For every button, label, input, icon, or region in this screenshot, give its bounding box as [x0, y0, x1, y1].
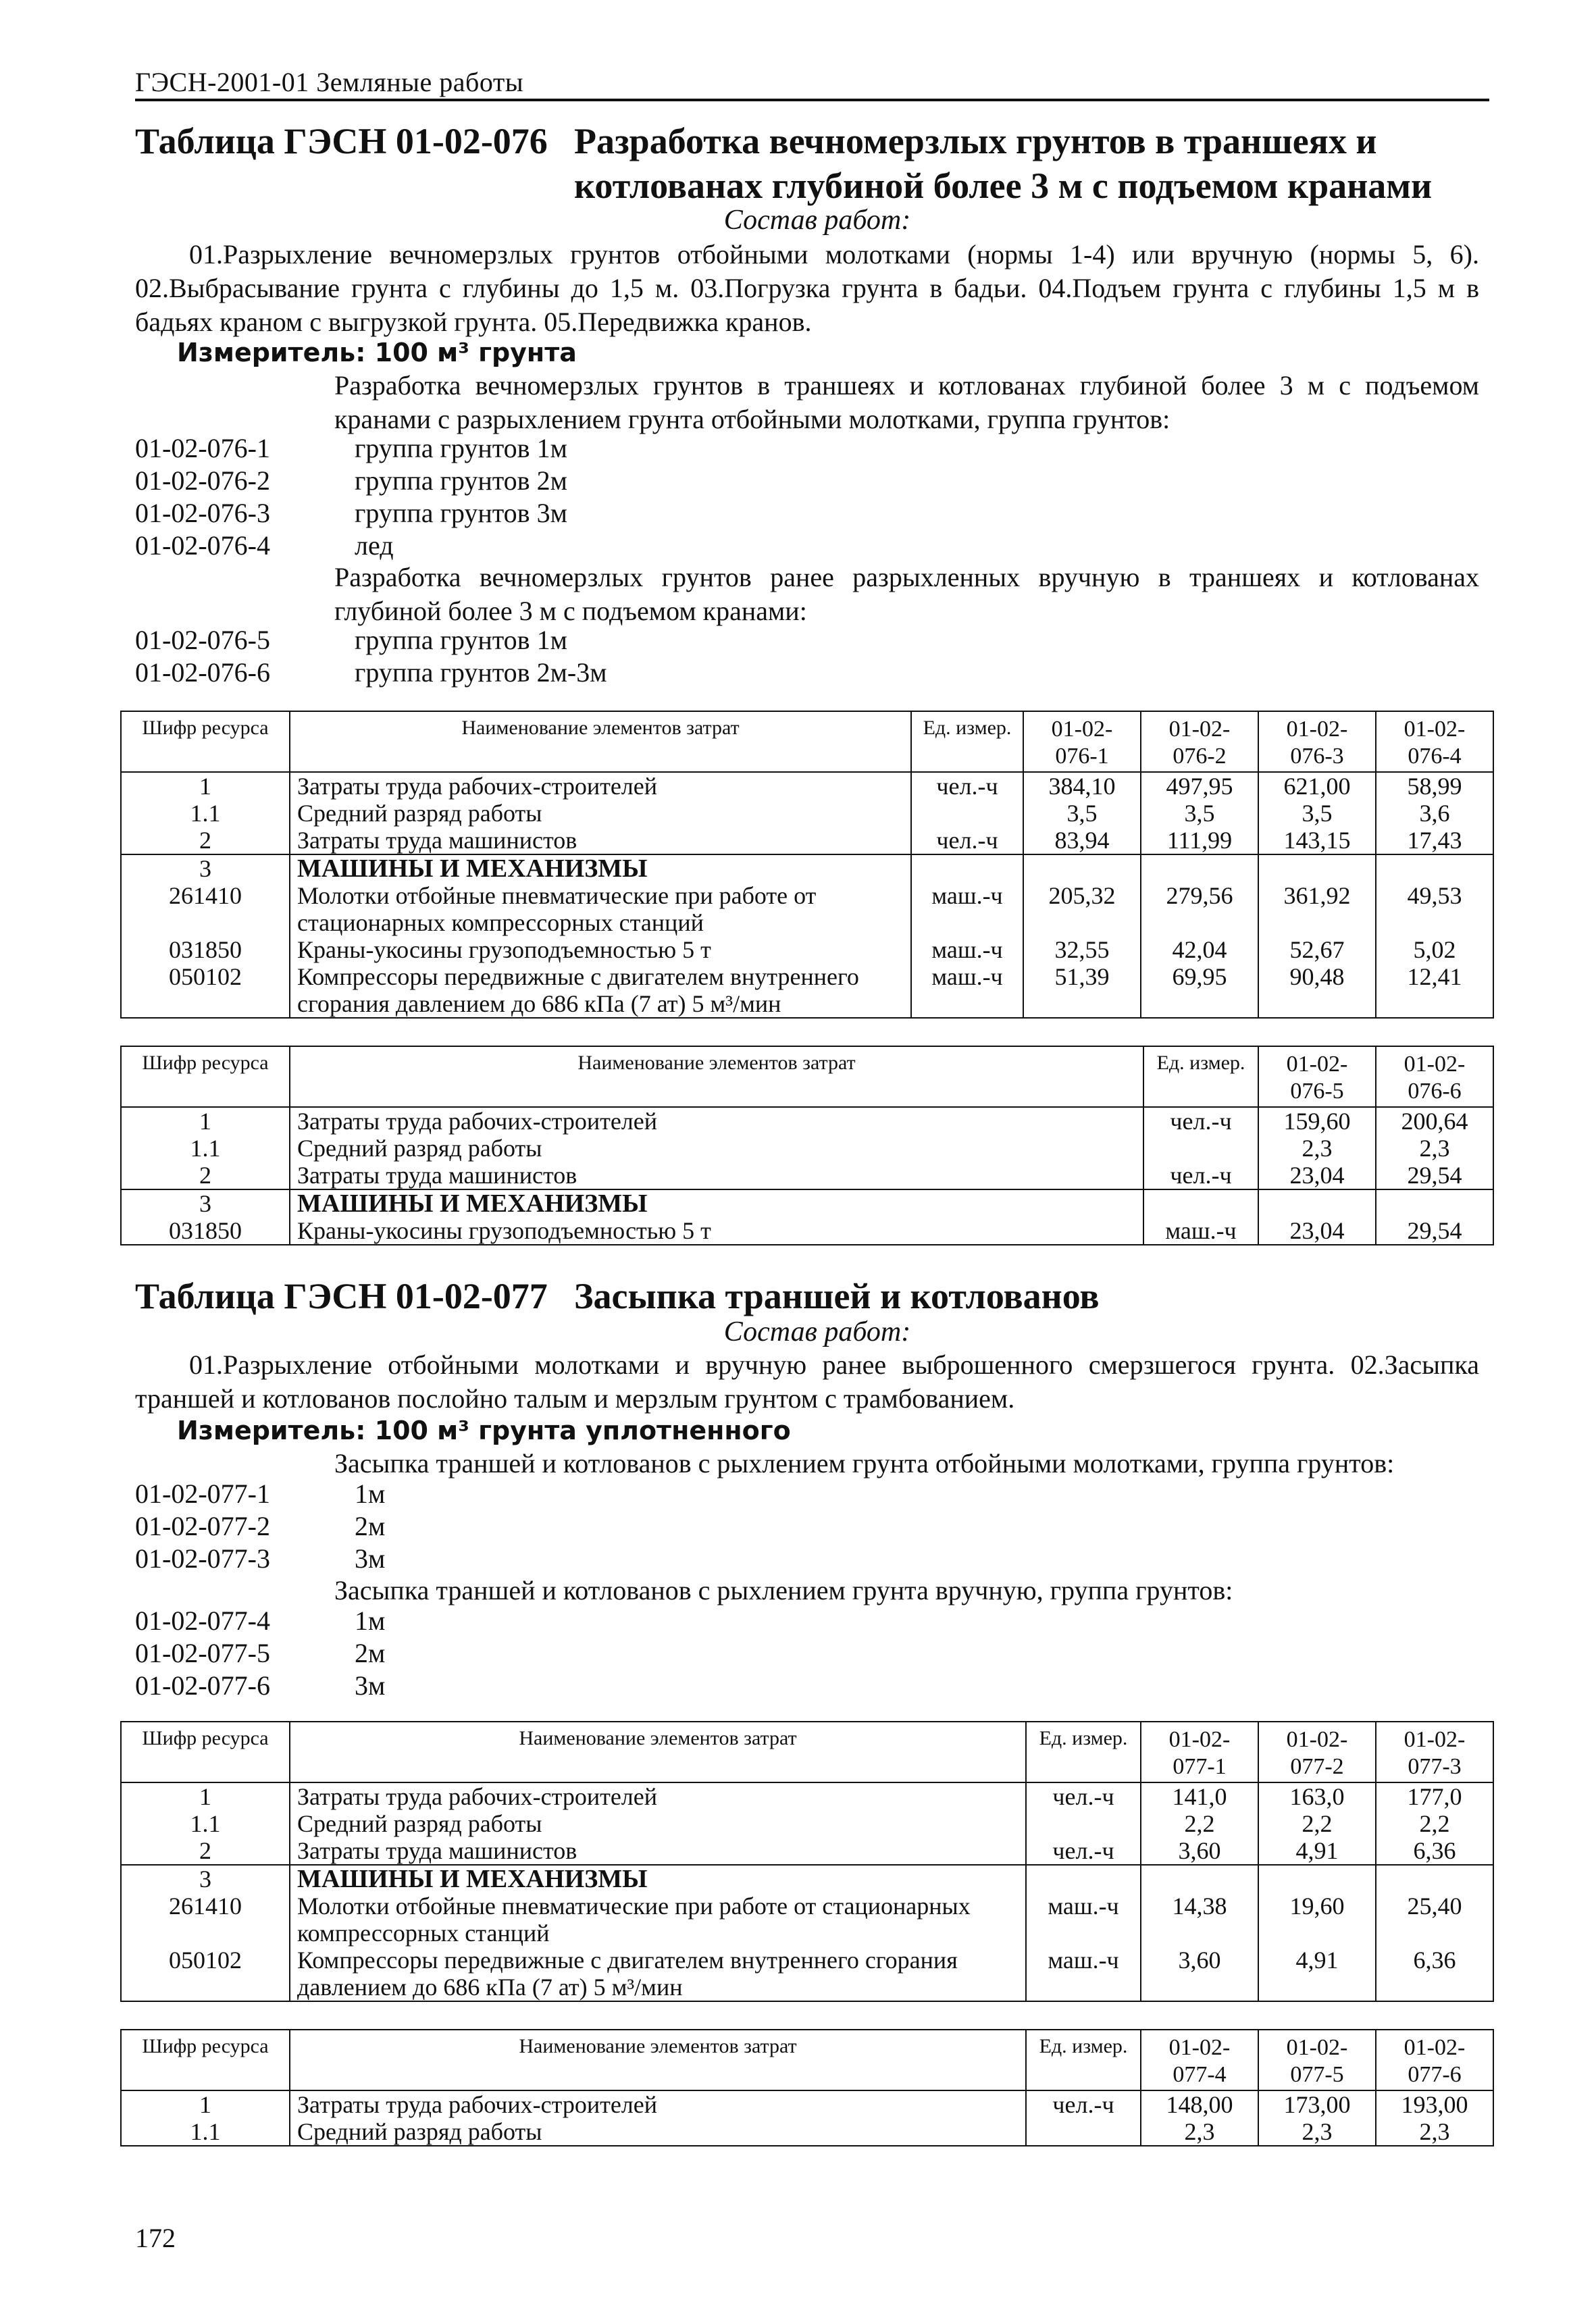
row-name: Затраты труда рабочих-строителей [290, 772, 911, 800]
row-code: 1.1 [121, 800, 290, 827]
row-unit: чел.-ч [1026, 1837, 1141, 1865]
row-value: 205,32 [1023, 882, 1141, 936]
col-head-norm: 01-02- 077-5 [1258, 2030, 1376, 2090]
table-row [121, 827, 1493, 854]
row-value: 621,00 [1258, 772, 1376, 800]
norm-row [135, 657, 1479, 689]
row-unit: чел.-ч [911, 772, 1023, 800]
table-row [121, 882, 1493, 936]
row-unit: маш.-ч [911, 882, 1023, 936]
col-head-name: Наименование элементов затрат [290, 2030, 1026, 2090]
row-name: Компрессоры передвижные с двигателем внутреннего сгорания давлением до 686 кПа (7 ат) 5 м³/мин [290, 1947, 1026, 2001]
col-head-norm: 01-02- 076-2 [1141, 711, 1258, 772]
row-value: 51,39 [1023, 963, 1141, 1018]
table-group-row [121, 1865, 1493, 1893]
row-unit [911, 854, 1023, 882]
table-076-label: Таблица ГЭСН 01-02-076 [135, 121, 548, 161]
row-name: Средний разряд работы [290, 1135, 1143, 1162]
table-row [121, 936, 1493, 963]
norm-code: 01-02-077-3 [135, 1543, 270, 1574]
row-unit [1143, 1135, 1258, 1162]
row-value: 3,60 [1141, 1947, 1258, 2001]
row-value: 143,15 [1258, 827, 1376, 854]
row-unit: маш.-ч [911, 963, 1023, 1018]
table-076-meter: Измеритель: 100 м³ грунта [177, 338, 577, 367]
table-row [121, 1810, 1493, 1837]
table-header-row [121, 1722, 1493, 1782]
row-unit: чел.-ч [1026, 1782, 1141, 1810]
table-row [121, 2118, 1493, 2146]
table-row [121, 1947, 1493, 2001]
table-077-composition-head: Состав работ: [723, 1316, 911, 1347]
row-value: 497,95 [1141, 772, 1258, 800]
running-header: ГЭСН-2001-01 Земляные работы [135, 67, 524, 97]
row-value [1258, 1189, 1376, 1217]
row-unit: чел.-ч [911, 827, 1023, 854]
norm-row [135, 624, 1479, 657]
row-value: 52,67 [1258, 936, 1376, 963]
row-value [1141, 1865, 1258, 1893]
row-unit: маш.-ч [1026, 1947, 1141, 2001]
row-code: 3 [121, 854, 290, 882]
row-code: 3 [121, 1865, 290, 1893]
row-value: 384,10 [1023, 772, 1141, 800]
row-value: 2,3 [1376, 1135, 1493, 1162]
table-group-row [121, 854, 1493, 882]
row-code: 1 [121, 2090, 290, 2118]
table-row [121, 1782, 1493, 1810]
resource-table-077-b [120, 2029, 1494, 2146]
row-value: 5,02 [1376, 936, 1493, 963]
row-value: 148,00 [1141, 2090, 1258, 2118]
row-code: 261410 [121, 1893, 290, 1947]
group-title: МАШИНЫ И МЕХАНИЗМЫ [290, 1865, 1026, 1893]
row-code: 1 [121, 1782, 290, 1810]
row-unit: маш.-ч [1143, 1217, 1258, 1245]
table-group-row [121, 1189, 1493, 1217]
table-076-caption: Разработка вечномерзлых грунтов в траншеях и котлованах глубиной более 3 м с подъемом кранами [574, 121, 1433, 206]
row-value: 3,60 [1141, 1837, 1258, 1865]
row-value: 163,0 [1258, 1782, 1376, 1810]
norm-code: 01-02-077-2 [135, 1511, 270, 1541]
row-value: 361,92 [1258, 882, 1376, 936]
row-name: Затраты труда машинистов [290, 1837, 1026, 1865]
norm-description: 1м [355, 1479, 386, 1509]
norm-description: группа грунтов 2м-3м [355, 657, 607, 688]
row-unit [1026, 1810, 1141, 1837]
norm-description: лед [355, 530, 394, 561]
col-head-unit: Ед. измер. [911, 711, 1023, 772]
row-unit: чел.-ч [1143, 1162, 1258, 1189]
row-unit [1026, 2118, 1141, 2146]
norm-code: 01-02-077-5 [135, 1638, 270, 1668]
table-077-intro-1: Засыпка траншей и котлованов с рыхлением грунта отбойными молотками, группа грунтов: [334, 1448, 1395, 1479]
row-value: 3,5 [1141, 800, 1258, 827]
table-header-row [121, 1046, 1493, 1107]
col-head-name: Наименование элементов затрат [290, 1046, 1143, 1107]
col-head-norm: 01-02- 076-1 [1023, 711, 1141, 772]
row-value [1141, 854, 1258, 882]
col-head-code: Шифр ресурса [121, 1046, 290, 1107]
row-unit: маш.-ч [1026, 1893, 1141, 1947]
row-value: 4,91 [1258, 1947, 1376, 2001]
row-value: 2,3 [1141, 2118, 1258, 2146]
row-value: 159,60 [1258, 1107, 1376, 1135]
row-value: 32,55 [1023, 936, 1141, 963]
row-value: 2,2 [1141, 1810, 1258, 1837]
row-value: 14,38 [1141, 1893, 1258, 1947]
table-row [121, 772, 1493, 800]
row-name: Краны-укосины грузоподъемностью 5 т [290, 936, 911, 963]
row-value: 23,04 [1258, 1217, 1376, 1245]
norm-code: 01-02-076-1 [135, 433, 270, 463]
norm-code: 01-02-076-4 [135, 530, 270, 561]
row-code: 2 [121, 1162, 290, 1189]
table-header-row [121, 2030, 1493, 2090]
col-head-name: Наименование элементов затрат [290, 1722, 1026, 1782]
col-head-norm: 01-02- 077-3 [1376, 1722, 1493, 1782]
resource-table-077-a [120, 1721, 1494, 2002]
norm-row [135, 530, 1479, 562]
row-value: 2,2 [1258, 1810, 1376, 1837]
row-value [1258, 854, 1376, 882]
row-value: 42,04 [1141, 936, 1258, 963]
row-value [1023, 854, 1141, 882]
norm-description: группа грунтов 1м [355, 625, 567, 655]
row-value: 279,56 [1141, 882, 1258, 936]
col-head-unit: Ед. измер. [1026, 1722, 1141, 1782]
row-unit [1026, 1865, 1141, 1893]
row-value: 19,60 [1258, 1893, 1376, 1947]
norm-description: 3м [355, 1543, 386, 1574]
norm-description: группа грунтов 2м [355, 465, 567, 496]
row-value: 3,5 [1023, 800, 1141, 827]
table-076-composition-head: Состав работ: [723, 205, 911, 236]
norm-description: группа грунтов 1м [355, 433, 567, 463]
table-077-label: Таблица ГЭСН 01-02-077 [135, 1276, 548, 1316]
norm-description: 1м [355, 1605, 386, 1636]
row-value: 58,99 [1376, 772, 1493, 800]
row-name: Затраты труда машинистов [290, 1162, 1143, 1189]
table-row [121, 1107, 1493, 1135]
row-code: 1 [121, 1107, 290, 1135]
norm-code: 01-02-076-5 [135, 625, 270, 655]
row-value: 17,43 [1376, 827, 1493, 854]
col-head-norm: 01-02- 076-6 [1376, 1046, 1493, 1107]
norm-code: 01-02-077-1 [135, 1479, 270, 1509]
table-row [121, 963, 1493, 1018]
norm-code: 01-02-077-4 [135, 1605, 270, 1636]
table-row [121, 2090, 1493, 2118]
row-value: 90,48 [1258, 963, 1376, 1018]
row-value: 2,3 [1258, 1135, 1376, 1162]
row-name: Средний разряд работы [290, 1810, 1026, 1837]
row-code: 3 [121, 1189, 290, 1217]
row-unit [911, 800, 1023, 827]
row-code: 2 [121, 827, 290, 854]
norm-row [135, 1637, 1479, 1670]
row-value: 111,99 [1141, 827, 1258, 854]
row-code: 031850 [121, 936, 290, 963]
row-value: 4,91 [1258, 1837, 1376, 1865]
norm-row [135, 1478, 1479, 1510]
group-title: МАШИНЫ И МЕХАНИЗМЫ [290, 854, 911, 882]
row-value [1376, 1189, 1493, 1217]
row-code: 1.1 [121, 1810, 290, 1837]
col-head-unit: Ед. измер. [1026, 2030, 1141, 2090]
row-code: 050102 [121, 1947, 290, 2001]
row-value: 29,54 [1376, 1217, 1493, 1245]
row-value: 3,6 [1376, 800, 1493, 827]
row-code: 261410 [121, 882, 290, 936]
norm-row [135, 497, 1479, 530]
row-name: Компрессоры передвижные с двигателем внутреннего сгорания давлением до 686 кПа (7 ат) 5 м³/мин [290, 963, 911, 1018]
row-value: 141,0 [1141, 1782, 1258, 1810]
row-unit: чел.-ч [1026, 2090, 1141, 2118]
page-number: 172 [135, 2223, 176, 2253]
table-header-row [121, 711, 1493, 772]
norm-row [135, 432, 1479, 465]
row-name: Затраты труда рабочих-строителей [290, 1107, 1143, 1135]
row-value: 3,5 [1258, 800, 1376, 827]
norm-row [135, 1670, 1479, 1702]
row-code: 1 [121, 772, 290, 800]
row-unit: маш.-ч [911, 936, 1023, 963]
col-head-unit: Ед. измер. [1143, 1046, 1258, 1107]
col-head-norm: 01-02- 076-4 [1376, 711, 1493, 772]
norm-row [135, 465, 1479, 497]
row-name: Средний разряд работы [290, 2118, 1026, 2146]
norm-code: 01-02-077-6 [135, 1670, 270, 1701]
row-value: 25,40 [1376, 1893, 1493, 1947]
row-code: 1.1 [121, 2118, 290, 2146]
row-name: Затраты труда рабочих-строителей [290, 1782, 1026, 1810]
row-value: 2,3 [1376, 2118, 1493, 2146]
row-value: 6,36 [1376, 1837, 1493, 1865]
row-value: 200,64 [1376, 1107, 1493, 1135]
table-077-caption: Засыпка траншей и котлованов [574, 1276, 1100, 1316]
norm-code: 01-02-076-3 [135, 498, 270, 528]
row-value: 173,00 [1258, 2090, 1376, 2118]
row-value: 69,95 [1141, 963, 1258, 1018]
table-row [121, 1837, 1493, 1865]
table-row [121, 1162, 1493, 1189]
table-row [121, 1135, 1493, 1162]
norm-code: 01-02-076-6 [135, 657, 270, 688]
table-076-composition-text: 01.Разрыхление вечномерзлых грунтов отбойными молотками (нормы 1-4) или вручную (нормы 5, 6). 02.Выбрасывание грунта с глубины до 1,5 м. 03.Погрузка грунта в бадьи. 04.Подъем грунта с глубины 1,5 м в бадьях краном с выгрузкой грунта. 05.Передвижка кранов. [135, 239, 1479, 337]
col-head-norm: 01-02- 077-4 [1141, 2030, 1258, 2090]
row-name: Средний разряд работы [290, 800, 911, 827]
table-077-meter: Измеритель: 100 м³ грунта уплотненного [177, 1416, 791, 1445]
norm-description: группа грунтов 3м [355, 498, 567, 528]
resource-table-076-a [120, 711, 1494, 1019]
table-row [121, 1217, 1493, 1245]
col-head-norm: 01-02- 077-2 [1258, 1722, 1376, 1782]
table-077-composition-text: 01.Разрыхление отбойными молотками и вручную ранее выброшенного смерзшегося грунта. 02.Засыпка траншей и котлованов послойно талым и мерзлым грунтом с трамбованием. [135, 1349, 1479, 1414]
col-head-norm: 01-02- 077-6 [1376, 2030, 1493, 2090]
col-head-norm: 01-02- 076-5 [1258, 1046, 1376, 1107]
row-value: 177,0 [1376, 1782, 1493, 1810]
row-code: 050102 [121, 963, 290, 1018]
col-head-code: Шифр ресурса [121, 2030, 290, 2090]
col-head-name: Наименование элементов затрат [290, 711, 911, 772]
norm-description: 2м [355, 1511, 386, 1541]
table-077-intro-2: Засыпка траншей и котлованов с рыхлением грунта вручную, группа грунтов: [334, 1575, 1233, 1605]
row-name: Затраты труда машинистов [290, 827, 911, 854]
row-code: 031850 [121, 1217, 290, 1245]
row-code: 2 [121, 1837, 290, 1865]
table-076-intro-2: Разработка вечномерзлых грунтов ранее разрыхленных вручную в траншеях и котлованах глубиной более 3 м с подъемом кранами: [334, 562, 1479, 626]
row-value: 29,54 [1376, 1162, 1493, 1189]
row-value: 12,41 [1376, 963, 1493, 1018]
row-value: 2,3 [1258, 2118, 1376, 2146]
row-value: 83,94 [1023, 827, 1141, 854]
row-name: Затраты труда рабочих-строителей [290, 2090, 1026, 2118]
row-value [1258, 1865, 1376, 1893]
row-name: Краны-укосины грузоподъемностью 5 т [290, 1217, 1143, 1245]
row-value [1376, 854, 1493, 882]
col-head-code: Шифр ресурса [121, 711, 290, 772]
col-head-norm: 01-02- 076-3 [1258, 711, 1376, 772]
group-title: МАШИНЫ И МЕХАНИЗМЫ [290, 1189, 1143, 1217]
row-value: 49,53 [1376, 882, 1493, 936]
row-unit [1143, 1189, 1258, 1217]
norm-description: 2м [355, 1638, 386, 1668]
table-row [121, 800, 1493, 827]
col-head-code: Шифр ресурса [121, 1722, 290, 1782]
norm-code: 01-02-076-2 [135, 465, 270, 496]
row-value: 193,00 [1376, 2090, 1493, 2118]
row-value: 2,2 [1376, 1810, 1493, 1837]
table-076-intro-1: Разработка вечномерзлых грунтов в траншеях и котлованах глубиной более 3 м с подъемом кранами с разрыхлением грунта отбойными молотками, группа грунтов: [334, 370, 1479, 434]
row-code: 1.1 [121, 1135, 290, 1162]
header-rule [135, 99, 1489, 101]
row-value: 6,36 [1376, 1947, 1493, 2001]
norm-row [135, 1605, 1479, 1637]
row-value [1376, 1865, 1493, 1893]
norm-row [135, 1543, 1479, 1575]
row-unit: чел.-ч [1143, 1107, 1258, 1135]
norm-description: 3м [355, 1670, 386, 1701]
table-row [121, 1893, 1493, 1947]
resource-table-076-b [120, 1046, 1494, 1245]
row-name: Молотки отбойные пневматические при работе от стационарных компрессорных станций [290, 882, 911, 936]
row-name: Молотки отбойные пневматические при работе от стационарных компрессорных станций [290, 1893, 1026, 1947]
row-value: 23,04 [1258, 1162, 1376, 1189]
norm-row [135, 1510, 1479, 1543]
col-head-norm: 01-02- 077-1 [1141, 1722, 1258, 1782]
